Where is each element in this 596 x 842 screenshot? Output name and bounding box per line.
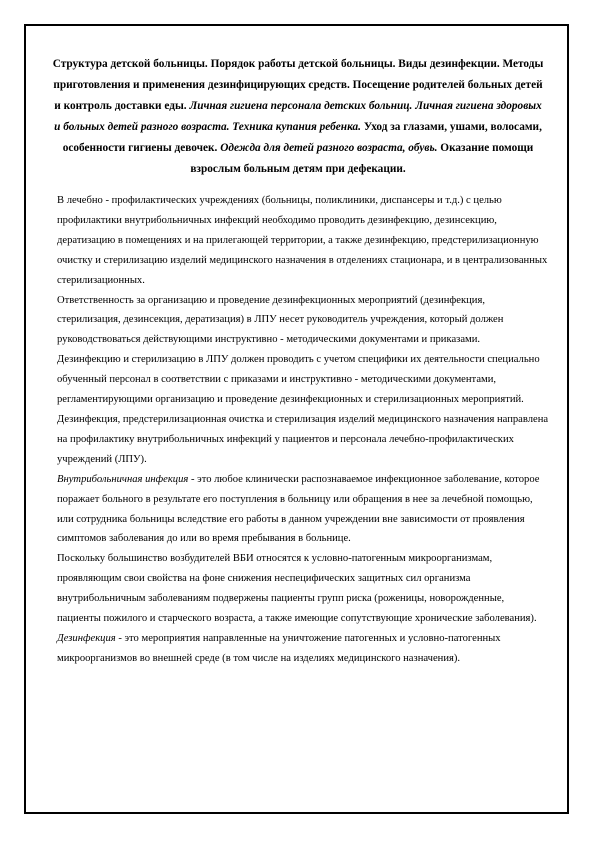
paragraph: В лечебно - профилактических учреждениях (больницы, поликлиники, диспансеры и т.д.) с целью профилактики внутрибольничных инфекций необходимо проводить дезинфекцию, дезинсекцию, дератизацию в помещениях и на прилегающей территории, а также дезинфекцию, предстерилизационную очистку и стерилизацию изделий медицинского назначения в отделениях стационара, и в централизованных стерилизационных. [57,195,548,286]
paragraph [57,629,549,669]
term-disinfection: Дезинфекция [57,632,116,644]
paragraph: Ответственность за организацию и проведение дезинфекционных мероприятий (дезинфекция, стерилизация, дезинсекция, дератизация) в ЛПУ несет руководитель учреждения, который должен руководствоваться действующими инструктивно - методическими документами и приказами. [57,294,504,346]
definition-text: - это любое клинически распознаваемое инфекционное заболевание, которое поражает больного в результате его поступления в больницу или обращения в нее за лечебной помощью, или сотрудника больницы вследствие его работы в данном учреждении вне зависимости от проявления симптомов заболевания до или во время пребывания в больнице. [57,473,540,545]
definition-text: - это мероприятия направленные на уничтожение патогенных и условно-патогенных микроорганизмов во внешней среде (в том числе на изделиях медицинского назначения). [57,632,501,664]
paragraph: Дезинфекцию и стерилизацию в ЛПУ должен проводить с учетом специфики их деятельности специально обученный персонал в соответствии с приказами и инструктивно - методическими документами, регламентирующими организацию и проведение дезинфекционных и стерилизационных мероприятий. [57,354,540,406]
document-body [57,191,549,669]
title-part: Личная гигиена персонала детских больниц. Личная гигиена здоровых и больных детей разного возраста. Техника купания ребенка. [54,100,542,133]
document-title [50,54,546,180]
paragraph: Дезинфекция, предстерилизационная очистка и стерилизация изделий медицинского назначения направлена на профилактику внутрибольничных инфекций у пациентов и персонала лечебно-профилактических учреждений (ЛПУ). [57,413,549,465]
title-part: Уход за глазами, ушами, волосами, особенности гигиены девочек. [62,121,542,154]
title-part: Структура детской больницы. Порядок работы детской больницы. Виды дезинфекции. Методы приготовления и применения дезинфицирующих средств. Посещение родителей больных детей и контроль доставки еды. [52,58,544,112]
paragraph: Поскольку большинство возбудителей ВБИ относятся к условно-патогенным микроорганизмам, проявляющим свои свойства на фоне снижения неспецифических защитных сил организма внутрибольничным заболеваниям подвержены пациенты групп риска (роженицы, новорожденные, пациенты пожилого и старческого возраста, а также имеющие сопутствующие хронические заболевания). [57,553,537,625]
title-part: Оказание помощи взрослым больным детям при дефекации. [190,142,534,175]
paragraph [57,470,549,550]
term-nosocomial-infection: Внутрибольничная инфекция [57,473,189,485]
title-part: Одежда для детей разного возраста, обувь. [220,142,438,154]
